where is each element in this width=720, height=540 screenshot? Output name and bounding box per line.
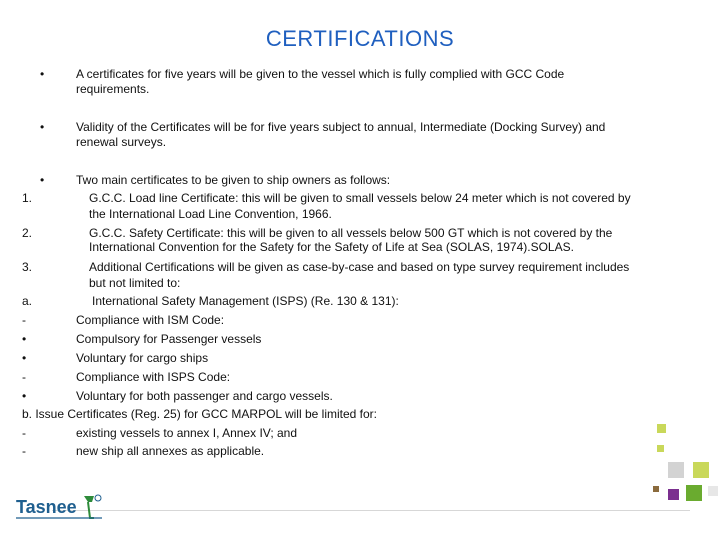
list-marker: - [22,313,26,327]
list-text: International Safety Management (ISPS) (Re. 130 & 131): [92,294,399,308]
list-item [22,444,265,459]
list-text-cont: but not limited to: [89,276,181,290]
list-marker: • [22,332,27,346]
list-item [22,351,209,366]
list-item [22,191,631,206]
list-item [22,226,613,241]
list-text: new ship all annexes as applicable. [76,444,265,458]
list-text-cont: International Convention for the Safety for the Safety of Life at Sea (SOLAS, 1974).SOLAS. [89,240,574,254]
tasnee-logo [14,488,104,528]
list-text: Voluntary for cargo ships [76,351,209,365]
list-marker: • [22,389,27,403]
list-text: Validity of the Certificates will be for five years subject to annual, Intermediate (Docking Survey) and [76,120,606,134]
svg-text:Tasnee: Tasnee [16,497,77,517]
list-marker: • [40,67,45,81]
list-item [22,426,298,441]
logo-graphic [14,488,104,528]
list-item [22,294,399,309]
list-text-cont: renewal surveys. [76,135,167,149]
list-marker: - [22,370,26,384]
list-text: existing vessels to annex I, Annex IV; and [76,426,298,440]
list-marker: • [40,120,45,134]
list-text: Compliance with ISPS Code: [76,370,231,384]
list-text: Voluntary for both passenger and cargo vessels. [76,389,333,403]
page-title: CERTIFICATIONS [265,26,455,51]
list-text: Compliance with ISM Code: [76,313,225,327]
list-item [40,120,606,135]
list-item [40,67,565,82]
list-marker: - [22,444,26,458]
list-marker: • [40,173,45,187]
list-marker: 3. [22,260,33,274]
section-b-heading: b. Issue Certificates (Reg. 25) for GCC MARPOL will be limited for: [22,407,377,421]
list-item [40,173,391,188]
list-marker: • [22,351,27,365]
list-text: Two main certificates to be given to ship owners as follows: [76,173,391,187]
list-marker: a. [22,294,33,308]
list-item [22,260,630,275]
list-text: G.C.C. Load line Certificate: this will be given to small vessels below 24 meter which is not covered by [89,191,631,205]
list-text-cont: the International Load Line Convention, 1966. [89,207,332,221]
list-text: Additional Certifications will be given as case-by-case and based on type survey requirement includes [89,260,630,274]
list-item [22,370,231,385]
footer-divider [52,510,690,511]
list-marker: - [22,426,26,440]
list-marker: 2. [22,226,33,240]
list-text: Compulsory for Passenger vessels [76,332,262,346]
list-item [22,313,225,328]
list-text: G.C.C. Safety Certificate: this will be given to all vessels below 500 GT which is not covered by the [89,226,613,240]
list-item [22,332,262,347]
list-item [22,389,333,404]
list-marker: 1. [22,191,33,205]
list-text-cont: requirements. [76,82,150,96]
list-text: A certificates for five years will be given to the vessel which is fully complied with GCC Code [76,67,565,81]
